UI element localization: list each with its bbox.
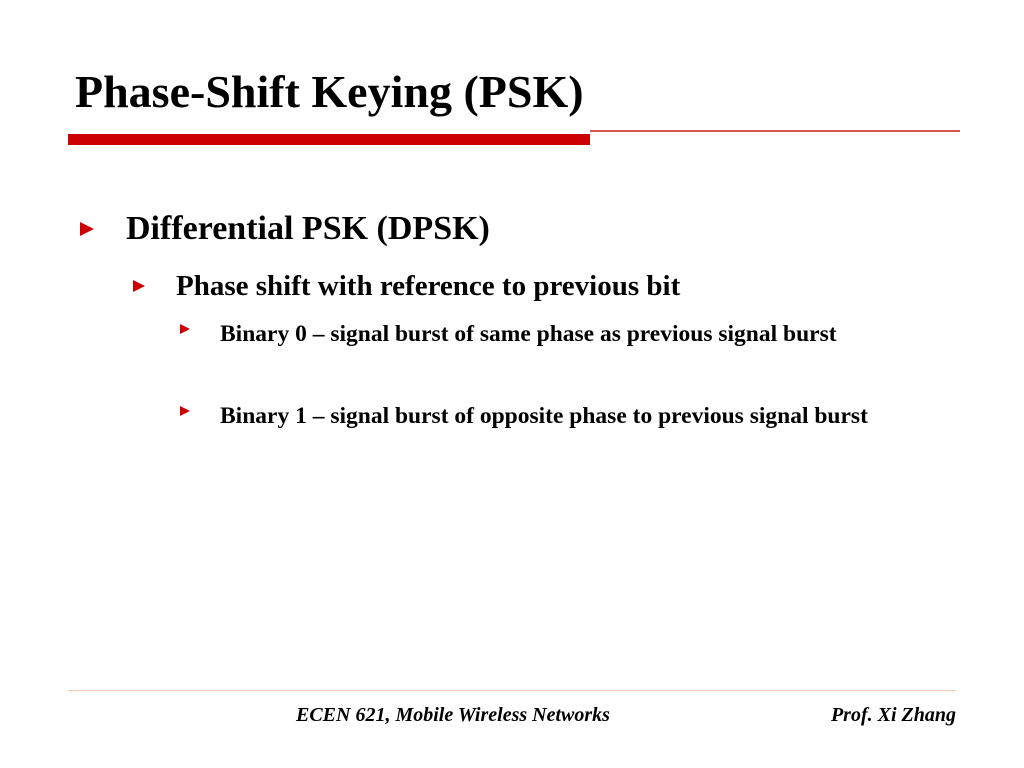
- bullet-level3-binary-1: [220, 397, 950, 435]
- title-underline-thin: [590, 130, 960, 132]
- bullet-level3-binary-0: [220, 315, 950, 353]
- arrow-bullet-icon: [180, 406, 190, 416]
- arrow-bullet-icon: [80, 222, 94, 236]
- bullet-level2-phase-shift: [176, 268, 680, 304]
- bullet-level1-dpsk: [126, 208, 490, 250]
- bullet-text: Differential PSK (DPSK): [126, 210, 490, 247]
- arrow-bullet-icon: [180, 324, 190, 334]
- bullet-text: Binary 1 – signal burst of opposite phase to previous signal burst: [220, 403, 868, 429]
- arrow-bullet-icon: [133, 280, 145, 292]
- footer-author: Prof. Xi Zhang: [830, 704, 956, 726]
- bullet-text: Binary 0 – signal burst of same phase as previous signal burst: [220, 321, 837, 347]
- footer-course: ECEN 621, Mobile Wireless Networks: [296, 704, 610, 726]
- footer-divider: [68, 690, 956, 691]
- slide-title: Phase-Shift Keying (PSK): [75, 66, 584, 117]
- bullet-text: Phase shift with reference to previous bit: [176, 270, 681, 302]
- title-underline-thick: [68, 134, 590, 145]
